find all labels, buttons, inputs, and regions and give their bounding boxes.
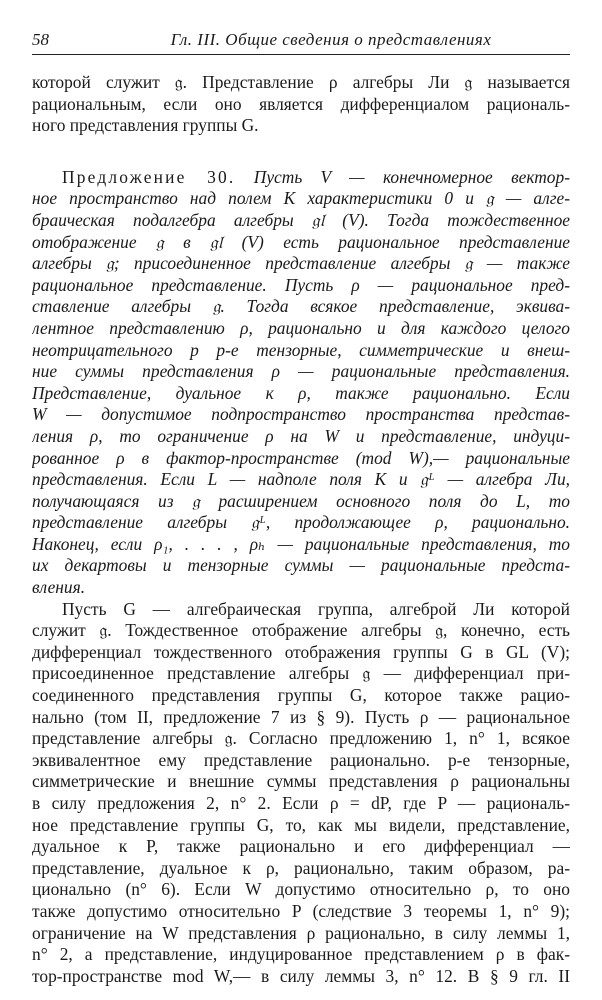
text-line: эквивалентное ему представление рационально. p-е тензорные, — [32, 749, 570, 770]
text-line: представления. Если L — надполе поля K и 𝔤ᴸ — алгебра Ли, — [32, 469, 570, 490]
proposition-30 — [32, 167, 570, 599]
text-line: ления ρ, то ограничение ρ на W и представление, индуци- — [32, 425, 570, 446]
proposition-label: Предложение 30. — [62, 166, 236, 187]
text-line: Пусть G — алгебраическая группа, алгеброй Ли которой — [62, 598, 570, 619]
text-line: которой служит 𝔤. Представление ρ алгебры Ли 𝔤 называется — [32, 72, 570, 92]
text-line: служит 𝔤. Тождественное отображение алгебры 𝔤, конечно, есть — [32, 620, 570, 641]
running-head: Гл. III. Общие сведения о представлениях — [170, 30, 492, 49]
text-line: соединенного представления группы G, которое также рацио- — [32, 685, 570, 706]
text-line: симметрические и внешние суммы представления ρ рациональны — [32, 771, 570, 792]
text-line: нально (том II, предложение 7 из § 9). Пусть ρ — рациональное — [32, 706, 570, 727]
text-line: присоединенное представление алгебры 𝔤 — дифференциал при- — [32, 663, 570, 684]
text-line: рациональным, если оно является дифференциалом рациональ- — [32, 93, 570, 114]
text-line: ного представления группы G. — [32, 115, 259, 136]
text-line: рованное ρ в фактор-пространстве (mod W),— рациональные — [32, 447, 570, 468]
text-line: представление, дуальное к ρ, рационально, таким образом, ра- — [32, 857, 570, 878]
text-line: рациональное представление. Пусть ρ — рациональное пред- — [32, 274, 570, 295]
text-line: отображение 𝔤 в 𝔤𝔩 (V) есть рациональное представление — [32, 231, 570, 252]
text-line: ционально (n° 6). Если W допустимо относительно ρ, то оно — [32, 879, 570, 900]
text-line: тор-пространстве mod W,— в силу леммы 3, n° 12. В § 9 гл. II — [32, 965, 570, 986]
text-line: их декартовы и тензорные суммы — рациональные предста- — [32, 555, 570, 576]
page-body — [32, 72, 570, 987]
page-number: 58 — [32, 30, 49, 49]
text-line: ограничение на W представления ρ рационально, в силу леммы 1, — [32, 922, 570, 943]
text-line: получающаяся из 𝔤 расширением основного поля до L, то — [32, 490, 570, 511]
text-line: Наконец, если ρ₁, . . . , ρₕ — рациональные представления, то — [32, 533, 570, 554]
text-line: неотрицательного p p-е тензорные, симметрические и внеш- — [32, 339, 570, 360]
text-line: браическая подалгебра алгебры 𝔤𝔩 (V). Тогда тождественное — [32, 209, 570, 230]
text-line: алгебры 𝔤; присоединенное представление алгебры 𝔤 — также — [32, 253, 570, 274]
paragraph-2 — [32, 599, 570, 988]
text-line: в силу предложения 2, n° 2. Если ρ = dP, где P — рациональ- — [32, 793, 570, 813]
proposition-first-line — [32, 167, 570, 189]
text-line: представление алгебры 𝔤. Согласно предложению 1, n° 1, всякое — [32, 728, 570, 749]
text-line: W — допустимое подпространство пространства представ- — [32, 404, 570, 425]
paragraph-1 — [32, 72, 570, 137]
text-line: ние суммы представления ρ — рациональные представления. — [32, 361, 570, 382]
text-line: вления. — [32, 577, 86, 598]
text-line: лентное представлению ρ, рационально и для каждого целого — [32, 317, 570, 338]
text-line: дуальное к P, также рационально и его дифференциал — — [32, 836, 570, 857]
page-header — [32, 30, 570, 55]
text-line: Пусть V — конечномерное вектор- — [253, 166, 570, 187]
text-line: ное представление группы G, то, как мы видели, представление, — [32, 814, 570, 835]
text-line: ставление алгебры 𝔤. Тогда всякое представление, эквива- — [32, 296, 570, 317]
text-line: дифференциал тождественного отображения группы G в GL (V); — [32, 641, 570, 662]
text-line: также допустимо относительно P (следствие 3 теоремы 1, n° 9); — [32, 900, 570, 921]
text-line: n° 2, а представление, индуцированное представлением ρ в фак- — [32, 944, 570, 965]
text-line: Представление, дуальное к ρ, также рационально. Если — [32, 382, 570, 403]
text-line: представление алгебры 𝔤ᴸ, продолжающее ρ, рационально. — [32, 512, 570, 533]
text-line: ное пространство над полем K характеристики 0 и 𝔤 — алге- — [32, 188, 570, 209]
